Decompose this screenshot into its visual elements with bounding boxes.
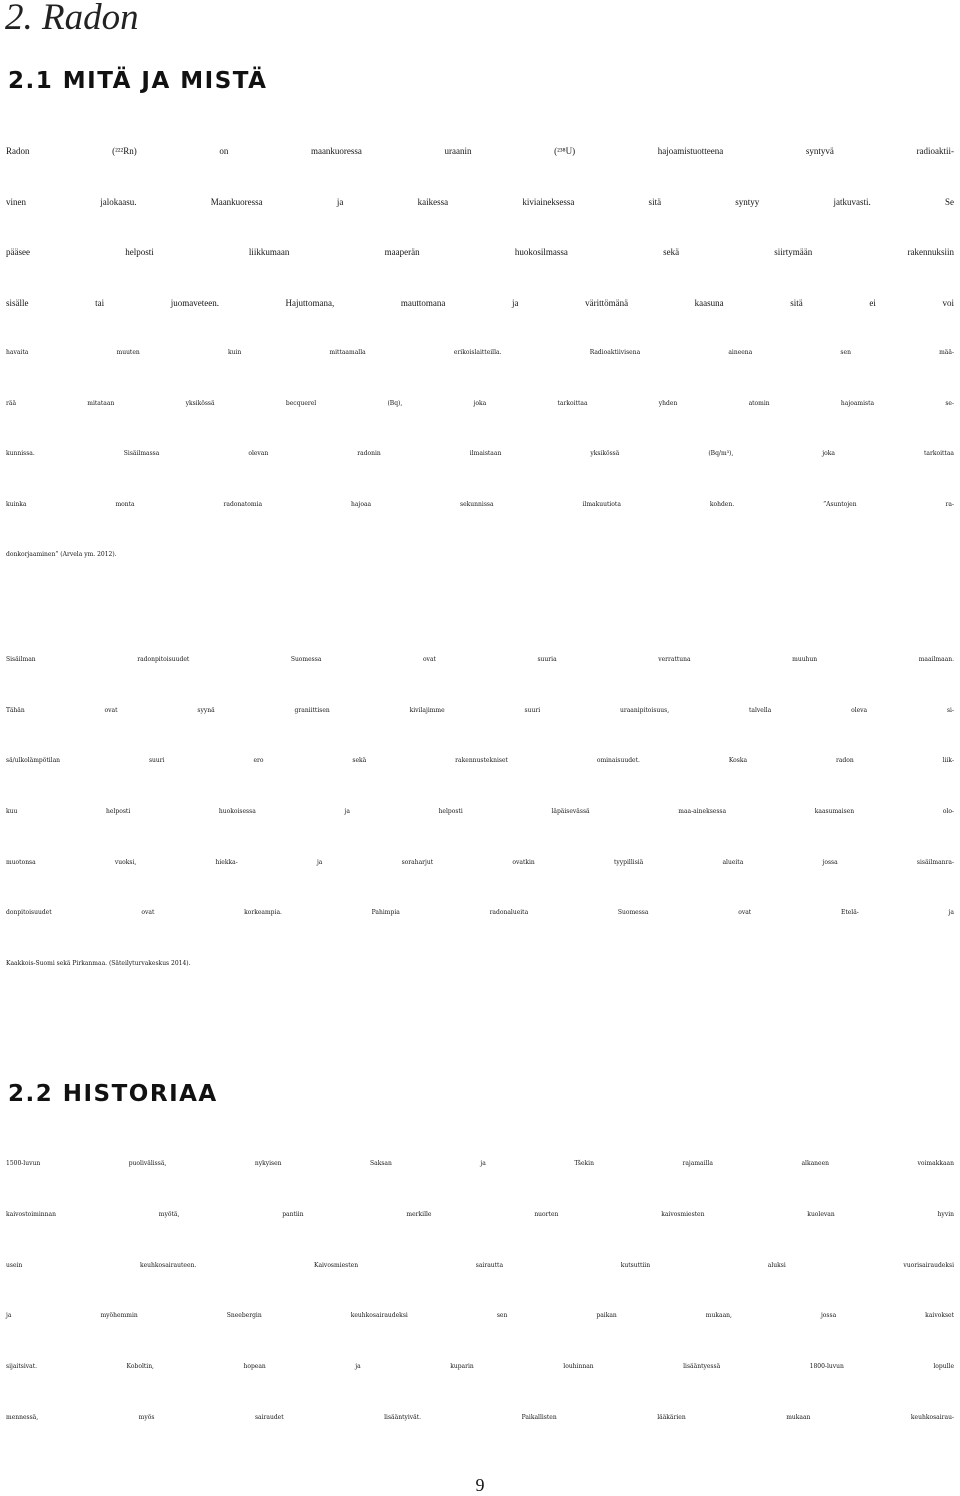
- text-line: kaivostoiminnan myötä, pantiin merkille nuorten kaivosmiesten kuolevan hyvin: [6, 1210, 954, 1218]
- text-line: mennessä, myös sairaudet lisääntyivät. Paikallisten lääkärien mukaan keuhkosairau-: [6, 1413, 954, 1421]
- text-line: ja myöhemmin Sneebergin keuhkosairaudeksi sen paikan mukaan, jossa kaivokset: [6, 1312, 954, 1320]
- text-line: kunnissa. Sisäilmassa olevan radonin ilmaistaan yksikössä (Bq/m³), joka tarkoittaa: [6, 450, 954, 457]
- page-number: 9: [475, 1475, 485, 1495]
- section-heading: 2.1 MITÄ JA MISTÄ: [8, 68, 268, 94]
- text-line: usein keuhkosairauteen. Kaivosmiesten sairautta kutsuttiin aluksi vuorisairaudeksi: [6, 1261, 954, 1269]
- paragraph: [6, 1139, 954, 1444]
- text-line: Radon (²²²Rn) on maankuoressa uraanin (²³⁸U) hajoamistuotteena syntyvä radioaktii-: [6, 146, 954, 156]
- text-line: sä/ulkolämpötilan suuri ero sekä rakennustekniset ominaisuudet. Koska radon liik-: [6, 757, 954, 765]
- section-heading: 2.2 HISTORIAA: [8, 1081, 218, 1107]
- text-line: pääsee helposti liikkumaan maaperän huokosilmassa sekä siirtymään rakennuksiin: [6, 247, 954, 257]
- text-line: kuinka monta radonatomia hajoaa sekunnissa ilmakuutiota kohden. ”Asuntojen ra-: [6, 500, 954, 508]
- text-line: donkorjaaminen” (Arvela ym. 2012).: [6, 551, 117, 558]
- text-line: muotonsa vuoksi, hiekka- ja soraharjut ovatkin tyypillisiä alueita jossa sisäilmanra-: [6, 858, 954, 866]
- text-line: havaita muuten kuin mittaamalla erikoislaitteilla. Radioaktiivisena aineena sen mää-: [6, 349, 954, 356]
- text-line: sisälle tai juomaveteen. Hajuttomana, mauttomana ja värittömänä kaasuna sitä ei voi: [6, 297, 954, 308]
- text-line: 1500-luvun puolivälissä, nykyisen Saksan ja Tšekin rajamailla alkaneen voimakkaan: [6, 1160, 954, 1167]
- text-line: Tähän ovat syynä graniittisen kivilajimme suuri uraanipitoisuus, talvella oleva si-: [6, 706, 954, 714]
- text-line: rää mitataan yksikössä becquerel (Bq), joka tarkoittaa yhden atomin hajoamista se-: [6, 399, 954, 407]
- text-line: donpitoisuudet ovat korkeampia. Pahimpia radonalueita Suomessa ovat Etelä- ja: [6, 909, 954, 917]
- paragraph: [6, 635, 954, 990]
- text-line: kuu helposti huokoisessa ja helposti läpäisevässä maa-aineksessa kaasumaisen olo-: [6, 807, 954, 815]
- text-line: Kaakkois-Suomi sekä Pirkanmaa. (Säteilyturvakeskus 2014).: [6, 959, 191, 967]
- chapter-title: 2. Radon: [5, 0, 139, 38]
- text-line: vinen jalokaasu. Maankuoressa ja kaikessa kiviaineksessa sitä syntyy jatkuvasti. Se: [6, 196, 954, 207]
- text-line: Sisäilman radonpitoisuudet Suomessa ovat suuria verrattuna muuhun maailmaan.: [6, 656, 954, 663]
- paragraph: [6, 126, 954, 581]
- text-line: sijaitsivat. Koboltin, hopean ja kuparin louhinnan lisääntyessä 1800-luvun lopulle: [6, 1363, 954, 1371]
